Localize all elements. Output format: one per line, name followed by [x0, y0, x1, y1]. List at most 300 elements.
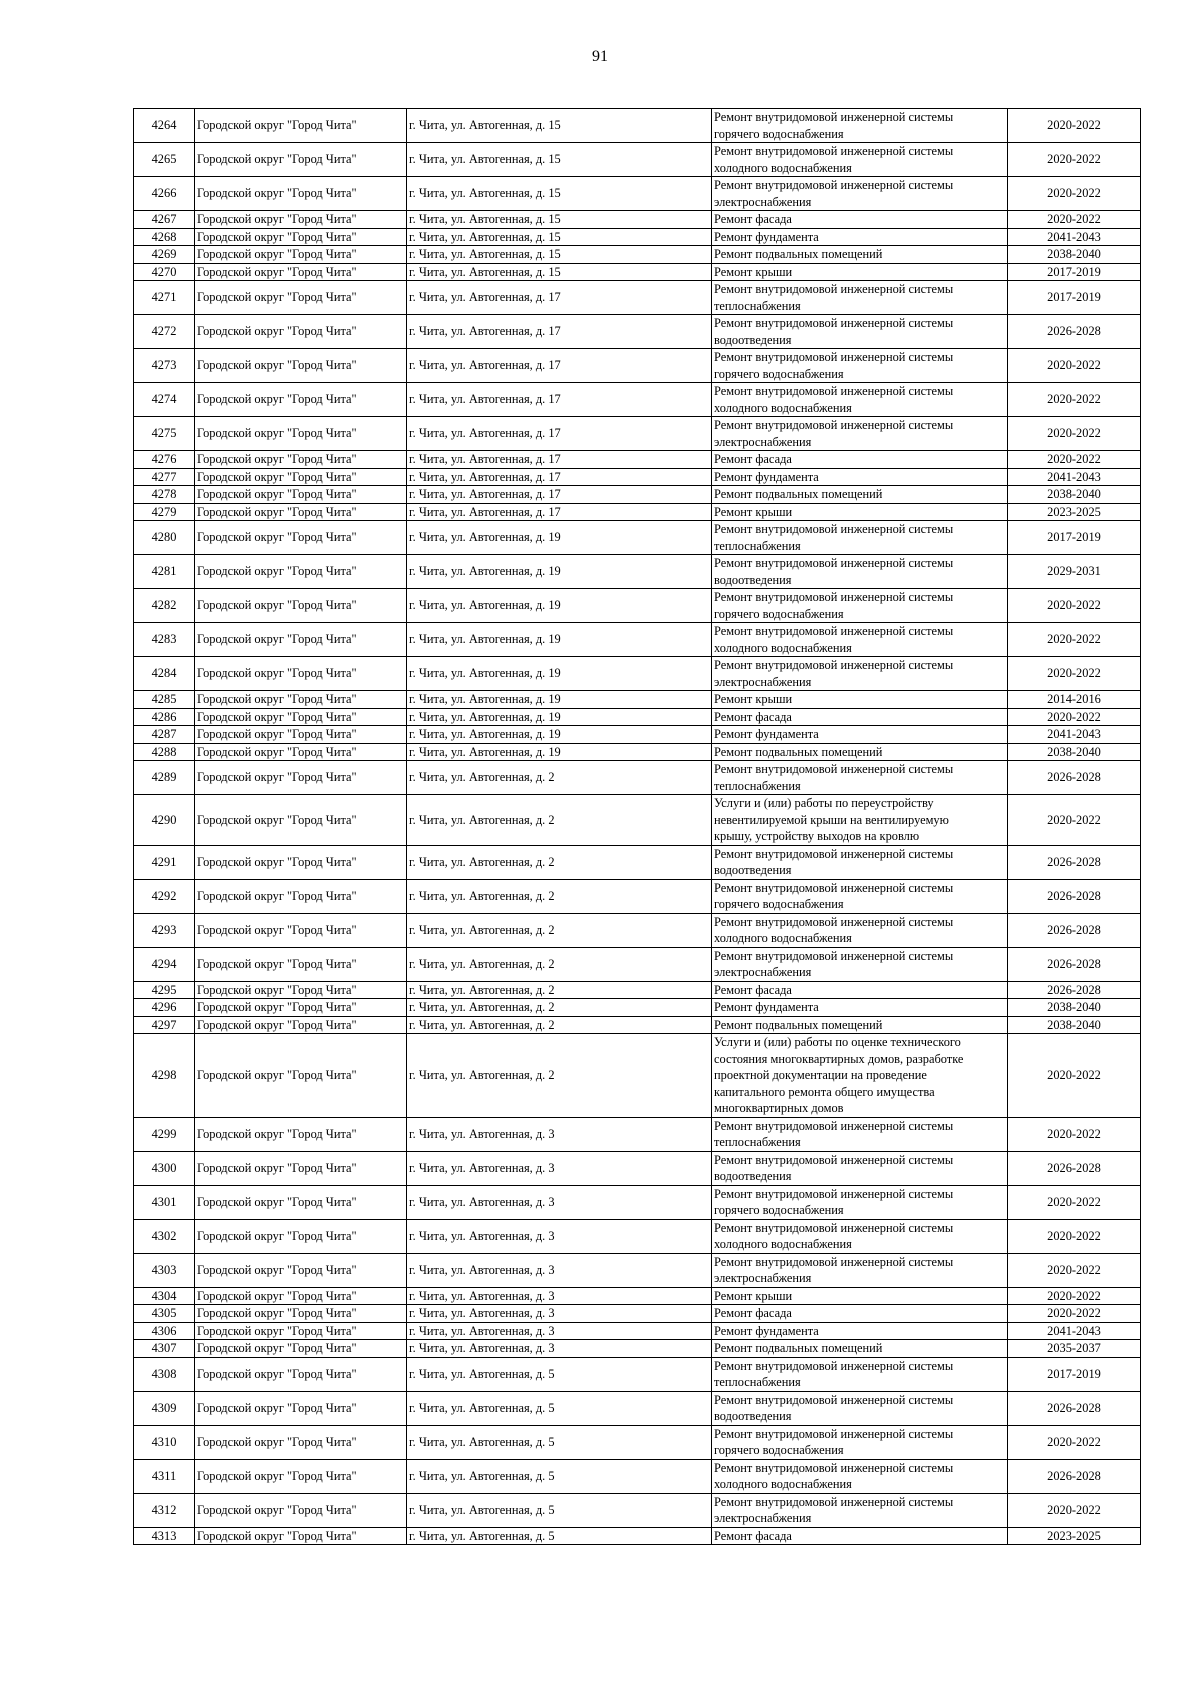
work-type-line: Ремонт подвальных помещений [714, 1341, 883, 1355]
address-cell: г. Чита, ул. Автогенная, д. 3 [407, 1305, 712, 1323]
work-type-line: электроснабжения [714, 194, 812, 209]
work-type-line: капитального ремонта общего имущества [714, 1084, 935, 1099]
work-type-line: Ремонт внутридомовой инженерной системы [714, 522, 954, 536]
address-cell: г. Чита, ул. Автогенная, д. 2 [407, 981, 712, 999]
table-row [134, 947, 1141, 981]
work-type-line: Ремонт подвальных помещений [714, 744, 883, 759]
address-cell: г. Чита, ул. Автогенная, д. 3 [407, 1219, 712, 1253]
work-type-line: Ремонт внутридомовой инженерной системы [714, 350, 954, 364]
address-cell: г. Чита, ул. Автогенная, д. 17 [407, 349, 712, 383]
work-type-line: Ремонт внутридомовой инженерной системы [714, 880, 954, 895]
work-type-line: Ремонт внутридомовой инженерной системы [714, 1358, 954, 1373]
address-cell: г. Чита, ул. Автогенная, д. 15 [407, 109, 712, 143]
row-number-cell: 4266 [134, 177, 195, 211]
work-type-line: Ремонт фундамента [714, 1000, 819, 1014]
address-cell: г. Чита, ул. Автогенная, д. 5 [407, 1527, 712, 1545]
work-type-line: горячего водоснабжения [714, 1203, 844, 1217]
row-number-cell: 4291 [134, 845, 195, 879]
row-number-cell: 4269 [134, 246, 195, 264]
work-type-line: теплоснабжения [714, 1135, 801, 1149]
work-type-line: Ремонт внутридомовой инженерной системы [714, 384, 954, 398]
work-type-line: холодного водоснабжения [714, 1237, 852, 1251]
work-type-cell [712, 1151, 1008, 1185]
period-cell: 2026-2028 [1008, 1459, 1141, 1493]
work-type-line: Ремонт внутридомовой инженерной системы [714, 1118, 954, 1133]
address-cell: г. Чита, ул. Автогенная, д. 3 [407, 1185, 712, 1219]
address-cell: г. Чита, ул. Автогенная, д. 19 [407, 521, 712, 555]
work-type-line: Услуги и (или) работы по оценке технического [714, 1035, 961, 1049]
work-type-cell [712, 315, 1008, 349]
table-row [134, 177, 1141, 211]
municipality-cell: Городской округ "Город Чита" [195, 726, 407, 744]
row-number-cell: 4305 [134, 1305, 195, 1323]
work-type-line: электроснабжения [714, 674, 812, 689]
table-row [134, 417, 1141, 451]
work-type-line: Ремонт внутридомовой инженерной системы [714, 178, 954, 192]
row-number-cell: 4293 [134, 913, 195, 947]
table-row [134, 913, 1141, 947]
work-type-cell [712, 503, 1008, 521]
row-number-cell: 4273 [134, 349, 195, 383]
address-cell: г. Чита, ул. Автогенная, д. 2 [407, 913, 712, 947]
period-cell: 2035-2037 [1008, 1340, 1141, 1358]
period-cell: 2041-2043 [1008, 726, 1141, 744]
row-number-cell: 4306 [134, 1322, 195, 1340]
table-row [134, 1527, 1141, 1545]
work-type-line: Ремонт внутридомовой инженерной системы [714, 914, 954, 929]
municipality-cell: Городской округ "Город Чита" [195, 708, 407, 726]
period-cell: 2023-2025 [1008, 1527, 1141, 1545]
period-cell: 2023-2025 [1008, 503, 1141, 521]
municipality-cell: Городской округ "Город Чита" [195, 1151, 407, 1185]
work-type-cell [712, 691, 1008, 709]
table-row [134, 1425, 1141, 1459]
municipality-cell: Городской округ "Город Чита" [195, 947, 407, 981]
row-number-cell: 4290 [134, 795, 195, 846]
work-type-cell [712, 999, 1008, 1017]
work-type-line: Ремонт фасада [714, 212, 792, 226]
table-row [134, 281, 1141, 315]
work-type-line: состояния многоквартирных домов, разработке [714, 1051, 964, 1066]
address-cell: г. Чита, ул. Автогенная, д. 5 [407, 1493, 712, 1527]
row-number-cell: 4297 [134, 1016, 195, 1034]
work-type-line: электроснабжения [714, 965, 812, 979]
work-type-line: теплоснабжения [714, 1375, 801, 1389]
municipality-cell: Городской округ "Город Чита" [195, 1287, 407, 1305]
work-type-line: Ремонт внутридомовой инженерной системы [714, 1186, 954, 1201]
address-cell: г. Чита, ул. Автогенная, д. 2 [407, 795, 712, 846]
period-cell: 2020-2022 [1008, 383, 1141, 417]
work-type-line: Ремонт внутридомовой инженерной системы [714, 658, 954, 672]
work-type-line: Ремонт внутридомовой инженерной системы [714, 110, 954, 124]
table-body [134, 109, 1141, 1545]
row-number-cell: 4295 [134, 981, 195, 999]
address-cell: г. Чита, ул. Автогенная, д. 5 [407, 1459, 712, 1493]
work-type-cell [712, 761, 1008, 795]
address-cell: г. Чита, ул. Автогенная, д. 15 [407, 211, 712, 229]
work-type-line: Ремонт внутридомовой инженерной системы [714, 282, 954, 296]
address-cell: г. Чита, ул. Автогенная, д. 15 [407, 263, 712, 281]
work-type-cell [712, 1391, 1008, 1425]
period-cell: 2026-2028 [1008, 879, 1141, 913]
row-number-cell: 4300 [134, 1151, 195, 1185]
table-row [134, 383, 1141, 417]
period-cell: 2041-2043 [1008, 468, 1141, 486]
table-row [134, 1151, 1141, 1185]
work-type-line: Ремонт фундамента [714, 727, 819, 741]
address-cell: г. Чита, ул. Автогенная, д. 3 [407, 1287, 712, 1305]
work-type-line: Ремонт подвальных помещений [714, 247, 883, 261]
table-row [134, 981, 1141, 999]
address-cell: г. Чита, ул. Автогенная, д. 3 [407, 1340, 712, 1358]
table-row [134, 263, 1141, 281]
row-number-cell: 4280 [134, 521, 195, 555]
period-cell: 2041-2043 [1008, 1322, 1141, 1340]
address-cell: г. Чита, ул. Автогенная, д. 2 [407, 1016, 712, 1034]
period-cell: 2020-2022 [1008, 417, 1141, 451]
work-type-cell [712, 555, 1008, 589]
row-number-cell: 4307 [134, 1340, 195, 1358]
work-type-cell [712, 657, 1008, 691]
address-cell: г. Чита, ул. Автогенная, д. 19 [407, 657, 712, 691]
work-type-cell [712, 795, 1008, 846]
period-cell: 2020-2022 [1008, 1305, 1141, 1323]
period-cell: 2020-2022 [1008, 1034, 1141, 1118]
repair-schedule-table [133, 108, 1141, 1545]
work-type-cell [712, 1185, 1008, 1219]
row-number-cell: 4287 [134, 726, 195, 744]
period-cell: 2020-2022 [1008, 795, 1141, 846]
work-type-cell [712, 451, 1008, 469]
work-type-line: Ремонт фундамента [714, 229, 819, 244]
row-number-cell: 4286 [134, 708, 195, 726]
table-row [134, 315, 1141, 349]
table-row [134, 486, 1141, 504]
work-type-cell [712, 1340, 1008, 1358]
period-cell: 2020-2022 [1008, 1253, 1141, 1287]
table-row [134, 657, 1141, 691]
row-number-cell: 4265 [134, 143, 195, 177]
work-type-line: Ремонт фасада [714, 709, 792, 724]
work-type-line: водоотведения [714, 1169, 792, 1183]
work-type-line: Ремонт внутридомовой инженерной системы [714, 1460, 954, 1475]
municipality-cell: Городской округ "Город Чита" [195, 1425, 407, 1459]
table-row [134, 743, 1141, 761]
municipality-cell: Городской округ "Город Чита" [195, 913, 407, 947]
row-number-cell: 4294 [134, 947, 195, 981]
row-number-cell: 4282 [134, 589, 195, 623]
municipality-cell: Городской округ "Город Чита" [195, 999, 407, 1017]
municipality-cell: Городской округ "Город Чита" [195, 879, 407, 913]
work-type-line: Ремонт внутридомовой инженерной системы [714, 1254, 954, 1269]
work-type-line: холодного водоснабжения [714, 160, 852, 175]
row-number-cell: 4296 [134, 999, 195, 1017]
work-type-line: Ремонт внутридомовой инженерной системы [714, 556, 954, 570]
row-number-cell: 4298 [134, 1034, 195, 1118]
work-type-line: Ремонт подвальных помещений [714, 1017, 883, 1032]
municipality-cell: Городской округ "Город Чита" [195, 228, 407, 246]
work-type-line: Ремонт крыши [714, 264, 793, 279]
table-row [134, 589, 1141, 623]
municipality-cell: Городской округ "Город Чита" [195, 211, 407, 229]
table-row [134, 211, 1141, 229]
table-row [134, 143, 1141, 177]
table-row [134, 1287, 1141, 1305]
table-row [134, 1117, 1141, 1151]
municipality-cell: Городской округ "Город Чита" [195, 521, 407, 555]
work-type-cell [712, 349, 1008, 383]
period-cell: 2038-2040 [1008, 1016, 1141, 1034]
work-type-cell [712, 1287, 1008, 1305]
work-type-cell [712, 263, 1008, 281]
row-number-cell: 4278 [134, 486, 195, 504]
table-row [134, 1391, 1141, 1425]
work-type-cell [712, 246, 1008, 264]
work-type-line: Ремонт фасада [714, 982, 792, 997]
table-row [134, 761, 1141, 795]
municipality-cell: Городской округ "Город Чита" [195, 468, 407, 486]
period-cell: 2020-2022 [1008, 143, 1141, 177]
address-cell: г. Чита, ул. Автогенная, д. 17 [407, 451, 712, 469]
work-type-line: холодного водоснабжения [714, 400, 852, 415]
work-type-cell [712, 879, 1008, 913]
table-row [134, 1034, 1141, 1118]
municipality-cell: Городской округ "Город Чита" [195, 1340, 407, 1358]
municipality-cell: Городской округ "Город Чита" [195, 1253, 407, 1287]
work-type-cell [712, 1305, 1008, 1323]
period-cell: 2020-2022 [1008, 623, 1141, 657]
work-type-cell [712, 281, 1008, 315]
address-cell: г. Чита, ул. Автогенная, д. 15 [407, 143, 712, 177]
address-cell: г. Чита, ул. Автогенная, д. 3 [407, 1117, 712, 1151]
address-cell: г. Чита, ул. Автогенная, д. 2 [407, 845, 712, 879]
work-type-cell [712, 1117, 1008, 1151]
work-type-cell [712, 1527, 1008, 1545]
row-number-cell: 4303 [134, 1253, 195, 1287]
row-number-cell: 4271 [134, 281, 195, 315]
period-cell: 2029-2031 [1008, 555, 1141, 589]
municipality-cell: Городской округ "Город Чита" [195, 1322, 407, 1340]
row-number-cell: 4268 [134, 228, 195, 246]
work-type-line: теплоснабжения [714, 538, 801, 553]
work-type-cell [712, 623, 1008, 657]
municipality-cell: Городской округ "Город Чита" [195, 1527, 407, 1545]
municipality-cell: Городской округ "Город Чита" [195, 981, 407, 999]
municipality-cell: Городской округ "Город Чита" [195, 1391, 407, 1425]
work-type-line: Ремонт внутридомовой инженерной системы [714, 1392, 954, 1407]
period-cell: 2026-2028 [1008, 315, 1141, 349]
table-row [134, 1219, 1141, 1253]
municipality-cell: Городской округ "Город Чита" [195, 589, 407, 623]
work-type-line: невентилируемой крыши на вентилируемую [714, 812, 949, 827]
work-type-line: холодного водоснабжения [714, 640, 852, 655]
table-row [134, 468, 1141, 486]
work-type-line: Ремонт крыши [714, 504, 793, 519]
period-cell: 2020-2022 [1008, 708, 1141, 726]
period-cell: 2026-2028 [1008, 845, 1141, 879]
row-number-cell: 4288 [134, 743, 195, 761]
address-cell: г. Чита, ул. Автогенная, д. 3 [407, 1322, 712, 1340]
work-type-line: горячего водоснабжения [714, 1443, 844, 1457]
municipality-cell: Городской округ "Город Чита" [195, 503, 407, 521]
table-row [134, 349, 1141, 383]
table-row [134, 1322, 1141, 1340]
period-cell: 2020-2022 [1008, 1117, 1141, 1151]
work-type-line: холодного водоснабжения [714, 931, 852, 945]
municipality-cell: Городской округ "Город Чита" [195, 315, 407, 349]
table-row [134, 726, 1141, 744]
work-type-cell [712, 143, 1008, 177]
municipality-cell: Городской округ "Город Чита" [195, 555, 407, 589]
municipality-cell: Городской округ "Город Чита" [195, 1034, 407, 1118]
work-type-line: водоотведения [714, 332, 792, 347]
row-number-cell: 4301 [134, 1185, 195, 1219]
table-row [134, 109, 1141, 143]
row-number-cell: 4308 [134, 1357, 195, 1391]
address-cell: г. Чита, ул. Автогенная, д. 17 [407, 468, 712, 486]
work-type-line: Ремонт крыши [714, 692, 793, 706]
table-row [134, 1016, 1141, 1034]
table-row [134, 1340, 1141, 1358]
address-cell: г. Чита, ул. Автогенная, д. 17 [407, 281, 712, 315]
page-number: 91 [592, 48, 608, 65]
work-type-cell [712, 228, 1008, 246]
period-cell: 2017-2019 [1008, 1357, 1141, 1391]
address-cell: г. Чита, ул. Автогенная, д. 5 [407, 1425, 712, 1459]
municipality-cell: Городской округ "Город Чита" [195, 246, 407, 264]
address-cell: г. Чита, ул. Автогенная, д. 17 [407, 383, 712, 417]
row-number-cell: 4309 [134, 1391, 195, 1425]
period-cell: 2026-2028 [1008, 947, 1141, 981]
period-cell: 2017-2019 [1008, 521, 1141, 555]
work-type-line: водоотведения [714, 1409, 792, 1423]
period-cell: 2020-2022 [1008, 1493, 1141, 1527]
row-number-cell: 4274 [134, 383, 195, 417]
row-number-cell: 4299 [134, 1117, 195, 1151]
work-type-line: Ремонт внутридомовой инженерной системы [714, 948, 954, 963]
work-type-cell [712, 383, 1008, 417]
address-cell: г. Чита, ул. Автогенная, д. 5 [407, 1391, 712, 1425]
address-cell: г. Чита, ул. Автогенная, д. 3 [407, 1151, 712, 1185]
table-row [134, 246, 1141, 264]
period-cell: 2020-2022 [1008, 109, 1141, 143]
row-number-cell: 4311 [134, 1459, 195, 1493]
work-type-cell [712, 1357, 1008, 1391]
work-type-cell [712, 947, 1008, 981]
period-cell: 2020-2022 [1008, 657, 1141, 691]
row-number-cell: 4313 [134, 1527, 195, 1545]
table-row [134, 1357, 1141, 1391]
address-cell: г. Чита, ул. Автогенная, д. 3 [407, 1253, 712, 1287]
municipality-cell: Городской округ "Город Чита" [195, 383, 407, 417]
period-cell: 2020-2022 [1008, 349, 1141, 383]
table-row [134, 555, 1141, 589]
work-type-line: горячего водоснабжения [714, 897, 844, 911]
municipality-cell: Городской округ "Город Чита" [195, 1117, 407, 1151]
table-row [134, 691, 1141, 709]
work-type-line: Ремонт подвальных помещений [714, 487, 883, 501]
work-type-line: водоотведения [714, 863, 792, 877]
table-row [134, 228, 1141, 246]
work-type-cell [712, 109, 1008, 143]
municipality-cell: Городской округ "Город Чита" [195, 795, 407, 846]
municipality-cell: Городской округ "Город Чита" [195, 743, 407, 761]
work-type-cell [712, 708, 1008, 726]
work-type-cell [712, 1493, 1008, 1527]
work-type-cell [712, 913, 1008, 947]
address-cell: г. Чита, ул. Автогенная, д. 2 [407, 1034, 712, 1118]
work-type-cell [712, 177, 1008, 211]
work-type-line: крышу, устройству выходов на кровлю [714, 829, 920, 843]
period-cell: 2020-2022 [1008, 177, 1141, 211]
work-type-line: горячего водоснабжения [714, 606, 844, 621]
row-number-cell: 4270 [134, 263, 195, 281]
row-number-cell: 4275 [134, 417, 195, 451]
work-type-cell [712, 521, 1008, 555]
work-type-cell [712, 1425, 1008, 1459]
table-row [134, 623, 1141, 657]
row-number-cell: 4272 [134, 315, 195, 349]
address-cell: г. Чита, ул. Автогенная, д. 5 [407, 1357, 712, 1391]
work-type-line: горячего водоснабжения [714, 366, 844, 381]
work-type-line: Ремонт фундамента [714, 469, 819, 484]
table-row [134, 845, 1141, 879]
table-row [134, 1185, 1141, 1219]
work-type-cell [712, 486, 1008, 504]
work-type-line: многоквартирных домов [714, 1101, 844, 1115]
period-cell: 2017-2019 [1008, 281, 1141, 315]
work-type-cell [712, 1016, 1008, 1034]
municipality-cell: Городской округ "Город Чита" [195, 761, 407, 795]
municipality-cell: Городской округ "Город Чита" [195, 845, 407, 879]
work-type-cell [712, 417, 1008, 451]
municipality-cell: Городской округ "Город Чита" [195, 1219, 407, 1253]
period-cell: 2038-2040 [1008, 486, 1141, 504]
table-row [134, 708, 1141, 726]
work-type-line: Услуги и (или) работы по переустройству [714, 796, 934, 810]
work-type-line: проектной документации на проведение [714, 1068, 927, 1082]
row-number-cell: 4267 [134, 211, 195, 229]
work-type-line: горячего водоснабжения [714, 126, 844, 141]
municipality-cell: Городской округ "Город Чита" [195, 177, 407, 211]
period-cell: 2026-2028 [1008, 1151, 1141, 1185]
municipality-cell: Городской округ "Город Чита" [195, 1493, 407, 1527]
row-number-cell: 4285 [134, 691, 195, 709]
work-type-line: теплоснабжения [714, 778, 801, 793]
row-number-cell: 4304 [134, 1287, 195, 1305]
period-cell: 2020-2022 [1008, 211, 1141, 229]
period-cell: 2038-2040 [1008, 246, 1141, 264]
work-type-line: Ремонт внутридомовой инженерной системы [714, 1494, 954, 1509]
period-cell: 2026-2028 [1008, 913, 1141, 947]
period-cell: 2020-2022 [1008, 451, 1141, 469]
municipality-cell: Городской округ "Город Чита" [195, 1016, 407, 1034]
work-type-line: электроснабжения [714, 1511, 812, 1525]
row-number-cell: 4279 [134, 503, 195, 521]
work-type-line: Ремонт фасада [714, 452, 792, 466]
address-cell: г. Чита, ул. Автогенная, д. 19 [407, 555, 712, 589]
table-row [134, 1493, 1141, 1527]
work-type-line: Ремонт внутридомовой инженерной системы [714, 846, 954, 861]
address-cell: г. Чита, ул. Автогенная, д. 19 [407, 589, 712, 623]
work-type-cell [712, 743, 1008, 761]
municipality-cell: Городской округ "Город Чита" [195, 349, 407, 383]
period-cell: 2026-2028 [1008, 981, 1141, 999]
address-cell: г. Чита, ул. Автогенная, д. 2 [407, 947, 712, 981]
row-number-cell: 4310 [134, 1425, 195, 1459]
address-cell: г. Чита, ул. Автогенная, д. 17 [407, 503, 712, 521]
municipality-cell: Городской округ "Город Чита" [195, 109, 407, 143]
